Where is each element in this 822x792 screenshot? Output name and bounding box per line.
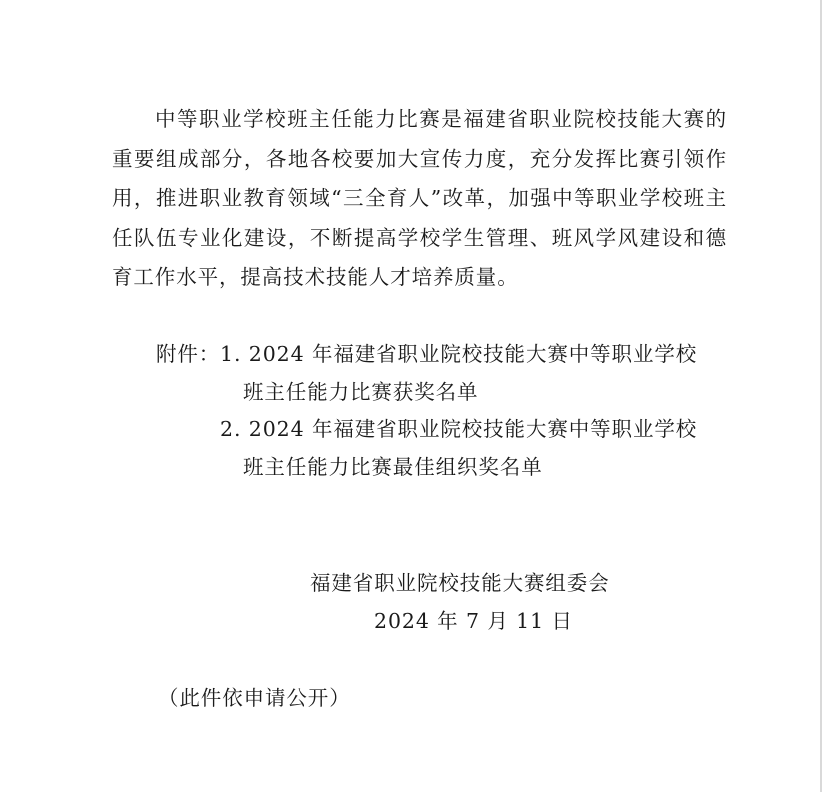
body-paragraph: 中等职业学校班主任能力比赛是福建省职业院校技能大赛的重要组成部分，各地各校要加大宣传力度，充分发挥比赛引领作用，推进职业教育领域“三全育人”改革，加强中等职业学校班主任队伍专业化建设，不断提高学校学生管理、班风学风建设和德育工作水平，提高技术技能人才培养质量。 xyxy=(112,107,727,289)
disclosure-note: （此件依申请公开） xyxy=(158,686,351,710)
attachment-2-title-line1: 2. 2024 年福建省职业院校技能大赛中等职业学校 xyxy=(220,417,698,441)
issuing-organization: 福建省职业院校技能大赛组委会 xyxy=(310,571,610,595)
issue-date: 2024 年 7 月 11 日 xyxy=(374,609,573,633)
attachments-label: 附件： xyxy=(156,342,221,366)
attachment-1-title-line2: 班主任能力比赛获奖名单 xyxy=(243,380,479,404)
attachment-1-title-line1: 1. 2024 年福建省职业院校技能大赛中等职业学校 xyxy=(220,342,698,366)
attachment-2-title-line2: 班主任能力比赛最佳组织奖名单 xyxy=(243,455,543,479)
